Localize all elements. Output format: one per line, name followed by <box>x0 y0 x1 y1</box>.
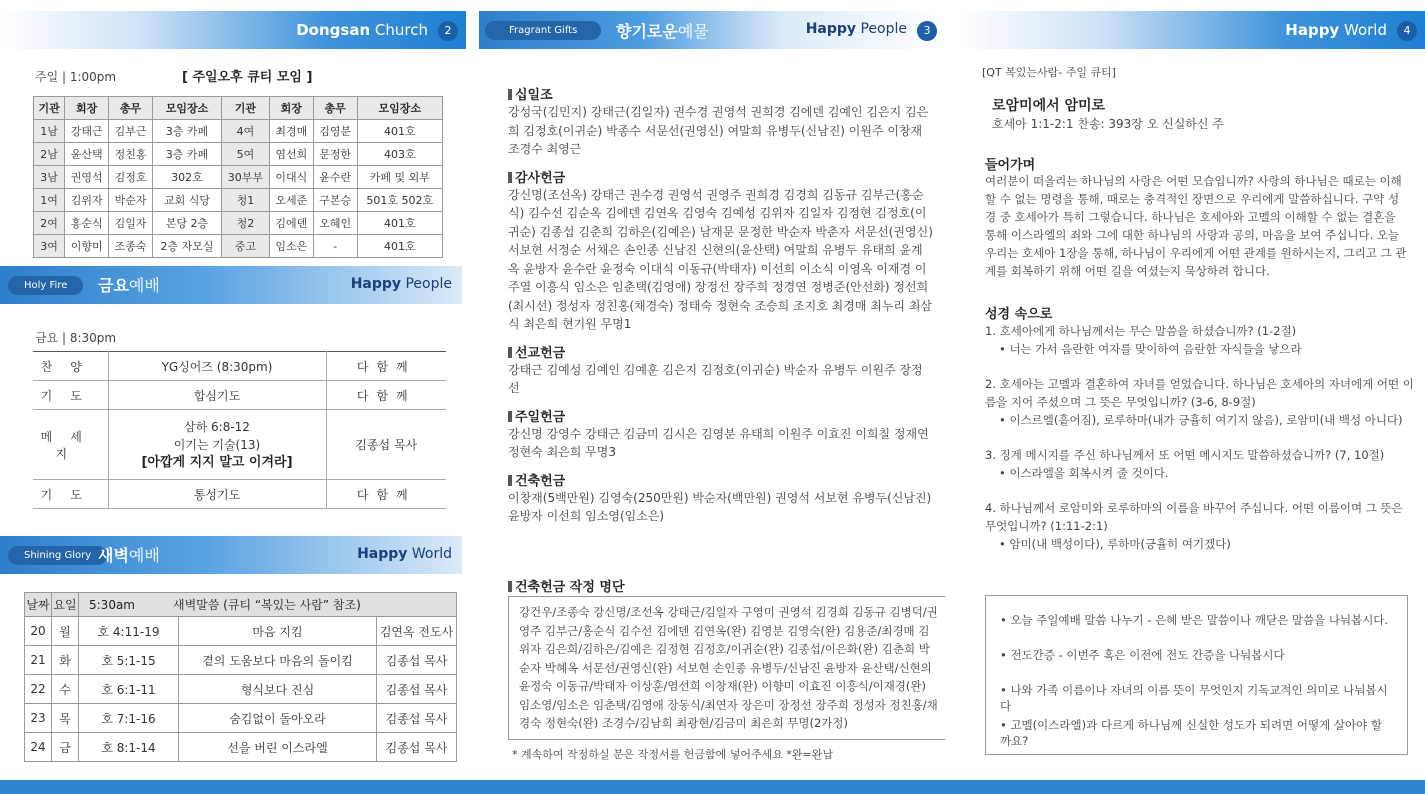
table-cell: 청2 <box>221 212 269 235</box>
table-cell: 3층 카페 <box>152 120 221 143</box>
friday-section-header <box>0 266 462 304</box>
header-cell: 모임장소 <box>357 97 442 120</box>
table-cell: 이향미 <box>65 235 109 258</box>
sharing-item: • 고멜(이스라엘)과 다르게 하나님께 신실한 성도가 되려면 어떻게 살아야 할까요? <box>1000 718 1382 748</box>
header-cell: 모임장소 <box>152 97 221 120</box>
table-row <box>34 143 443 166</box>
question: 2. 호세아는 고멜과 결혼하여 자녀를 얻었습니다. 하나님은 호세아의 자녀에게 어떤 이름을 지어 주셨으며 그 뜻은 무엇입니까? (3-6, 8-9절) <box>985 377 1414 409</box>
table-cell: 카페 및 외부 <box>357 166 442 189</box>
table-cell: 문정한 <box>313 143 357 166</box>
order-content: YG싱어즈 (8:30pm) <box>108 352 326 381</box>
table-cell: 박순자 <box>109 189 153 212</box>
offering-section-title: 감사헌금 <box>508 167 933 186</box>
sharing-box <box>985 595 1408 755</box>
table-cell: 3여 <box>34 235 65 258</box>
table-header-row <box>25 593 457 617</box>
question: 4. 하나님께서 로암미와 로루하마의 이름을 바꾸어 주십니다. 어떤 이름이며 그 뜻은 무엇입니까? (1:11-2:1) <box>985 501 1403 533</box>
table-cell: 숨김없이 돌아오라 <box>179 704 377 733</box>
table-cell: 2남 <box>34 143 65 166</box>
section-tag: Fragrant Gifts <box>485 21 601 40</box>
bottom-bar <box>0 780 1425 794</box>
table-cell: 김연옥 전도사 <box>377 617 457 646</box>
table-cell: 20 <box>25 617 52 646</box>
table-row <box>25 733 457 762</box>
table-cell: 임소은 <box>269 235 313 258</box>
table-cell: 호 4:11-19 <box>79 617 179 646</box>
pledge-title: 건축헌금 작정 명단 <box>508 576 625 595</box>
header-cell: 총무 <box>109 97 153 120</box>
page-gutter <box>945 0 958 794</box>
qt-time: 주일 | 1:00pm <box>35 70 117 84</box>
table-cell: 호 8:1-14 <box>79 733 179 762</box>
header-cell: 총무 <box>313 97 357 120</box>
table-cell: 김종섭 목사 <box>377 675 457 704</box>
table-cell: 최경매 <box>269 120 313 143</box>
table-row <box>33 410 446 480</box>
dawn-section-header <box>0 536 462 574</box>
order-label: 메세지 <box>33 410 108 480</box>
qt-title: 로암미에서 암미로 <box>992 98 1106 114</box>
page-header <box>479 11 945 49</box>
table-cell: 3남 <box>34 166 65 189</box>
table-cell: 홍순식 <box>65 212 109 235</box>
table-cell: 형식보다 진심 <box>179 675 377 704</box>
page-number: 2 <box>438 21 458 41</box>
header-cell: 회장 <box>269 97 313 120</box>
order-content: 통성기도 <box>108 480 326 509</box>
table-cell: 선을 버린 이스라엘 <box>179 733 377 762</box>
friday-time: 금요 | 8:30pm <box>35 331 117 345</box>
table-cell: 구본승 <box>313 189 357 212</box>
header-cell: 요일 <box>52 593 79 617</box>
header-cell: 날짜 <box>25 593 52 617</box>
order-label: 기도 <box>33 381 108 410</box>
table-cell: 청1 <box>221 189 269 212</box>
offering-names: 강신명(조선옥) 강태근 권수경 권영석 권영주 권희경 김경희 김동규 김부근(홍순식) 김수선 김순옥 김에덴 김연옥 김영숙 김예성 김위자 김일자 김정현 김정호(이귀순) 김종섭 김춘희 김하은(김예은) 남재문 문정한 박순자 박춘자 서문선(권영신) 서보현 서정순 서채은 손인종 신남진 신현의(윤산택) 여말희 유병두 유태희 윤계옥 윤방자 윤수란 윤정숙 이대식 이동규(박태자) 이선희 이소식 이영옥 이재경 이주열 이흥식 임소은 임춘택(김영애) 장정선 장주희 정경연 정병준(안선화) 정선희(최시선) 정성자 정친홍(채경숙) 정태숙 정현숙 조승희 조지호 최경매 최누리 최삼식 최은희 현기원 무명1 <box>508 187 933 331</box>
sharing-item: • 오늘 주일예배 말씀 나누기 - 은혜 받은 말씀이나 깨닫은 말씀을 나눠봅시다. <box>1000 613 1389 627</box>
table-row <box>25 675 457 704</box>
header-cell: 5:30am 새벽말씀 (큐티 “복있는 사람” 참조) <box>79 593 457 617</box>
page-number: 3 <box>917 21 937 41</box>
header-right-title: Happy People <box>805 21 907 37</box>
table-cell: 오혜인 <box>313 212 357 235</box>
table-cell: 강태근 <box>65 120 109 143</box>
table-cell: 교회 식당 <box>152 189 221 212</box>
header-title: Dongsan Church <box>296 21 428 39</box>
table-cell: 염선희 <box>269 143 313 166</box>
table-cell: 금 <box>52 733 79 762</box>
offering-section-title: 선교헌금 <box>508 342 933 361</box>
table-cell: 본당 2층 <box>152 212 221 235</box>
answer: • 암미(내 백성이다), 루하마(긍휼히 여기겠다) <box>999 537 1231 551</box>
table-cell: 302호 <box>152 166 221 189</box>
dawn-right-title: Happy World <box>357 546 452 562</box>
header-title: Happy World <box>1285 21 1387 39</box>
offering-names: 강신명 강영수 강태근 김금미 김시은 김영분 유태희 이원주 이효진 이희칠 정재연 정현숙 최은희 무명3 <box>508 426 929 459</box>
table-cell: 정친홍 <box>109 143 153 166</box>
table-cell: 2층 자모실 <box>152 235 221 258</box>
page-4 <box>958 0 1425 794</box>
table-cell: 22 <box>25 675 52 704</box>
order-content: 합심기도 <box>108 381 326 410</box>
table-cell: 김영분 <box>313 120 357 143</box>
order-label: 기도 <box>33 480 108 509</box>
dawn-tag: Shining Glory <box>8 546 107 565</box>
table-cell: 401호 <box>357 235 442 258</box>
bible-title: 성경 속으로 <box>985 307 1053 322</box>
offering-names: 강태근 김예성 김예인 김예훈 김은지 김정호(이귀순) 박순자 유병두 이원주 장정선 <box>508 362 923 395</box>
offering-section-title: 건축헌금 <box>508 470 933 489</box>
table-cell: 24 <box>25 733 52 762</box>
table-cell: 5여 <box>221 143 269 166</box>
question-list <box>985 322 1415 553</box>
answer: • 너는 가서 음란한 여자를 맞이하여 음란한 자식들을 낳으라 <box>999 342 1302 356</box>
order-label: 찬양 <box>33 352 108 381</box>
table-cell: 김종섭 목사 <box>377 646 457 675</box>
friday-service-table <box>33 351 446 509</box>
table-cell: 호 5:1-15 <box>79 646 179 675</box>
section-title: 향기로운예물 <box>616 22 709 41</box>
table-cell: 1남 <box>34 120 65 143</box>
table-cell: 401호 <box>357 120 442 143</box>
answer: • 이스르엘(흩어짐), 로루하마(내가 긍휼히 여기지 않음), 로암미(내 백성 아니다) <box>999 413 1403 427</box>
table-row <box>34 189 443 212</box>
table-cell: - <box>313 235 357 258</box>
offering-section-title: 주일헌금 <box>508 406 933 425</box>
table-cell: 23 <box>25 704 52 733</box>
answer: • 이스라엘을 회복시켜 줄 것이다. <box>999 466 1169 480</box>
order-leader: 다함께 <box>326 352 446 381</box>
question: 3. 징계 메시지를 주신 하나님께서 또 어떤 메시지도 말씀하셨습니까? (7, 10절) <box>985 448 1385 462</box>
table-cell: 수 <box>52 675 79 704</box>
table-cell: 김에덴 <box>269 212 313 235</box>
table-cell: 오세준 <box>269 189 313 212</box>
table-cell: 권영석 <box>65 166 109 189</box>
table-cell: 마음 지킴 <box>179 617 377 646</box>
table-cell: 403호 <box>357 143 442 166</box>
table-row <box>33 352 446 381</box>
qt-title: [ 주일오후 큐티 모임 ] <box>182 70 313 85</box>
table-cell: 중고 <box>221 235 269 258</box>
table-row <box>34 235 443 258</box>
table-header-row <box>34 97 443 120</box>
table-cell: 김종섭 목사 <box>377 733 457 762</box>
dawn-title: 새벽예배 <box>98 546 160 565</box>
friday-tag: Holy Fire <box>8 276 83 295</box>
table-row <box>33 480 446 509</box>
sermon-subtitle: 이기는 기술(13) <box>173 437 261 452</box>
table-cell: 윤산택 <box>65 143 109 166</box>
header-cell: 기관 <box>34 97 65 120</box>
page-number: 4 <box>1397 21 1417 41</box>
order-content <box>108 410 326 480</box>
page-2 <box>0 0 466 794</box>
table-row <box>25 646 457 675</box>
page-header <box>0 11 466 49</box>
table-cell: 월 <box>52 617 79 646</box>
table-cell: 2여 <box>34 212 65 235</box>
page-gutter <box>466 0 479 794</box>
table-cell: 목 <box>52 704 79 733</box>
table-row <box>34 120 443 143</box>
table-cell: 3층 카페 <box>152 143 221 166</box>
table-cell: 이대식 <box>269 166 313 189</box>
table-row <box>25 617 457 646</box>
table-cell: 김정호 <box>109 166 153 189</box>
table-row <box>34 166 443 189</box>
offering-list <box>508 76 933 526</box>
question: 1. 호세아에게 하나님께서는 무슨 말씀을 하셨습니까? (1-2절) <box>985 324 1297 338</box>
pledge-list: 강건우/조종숙 강신명/조선옥 강태근/김일자 구영미 권영석 김경희 김동규 김병덕/권영주 김부근/홍순식 김수선 김에덴 김연옥(완) 김영분 김영숙(완) 김용준/최경매 김위자 김은희/김하은/김예은 김정현 김정호/이귀순(완) 김종섭/이은화(완) 김춘희 박순자 박혜옥 서문선/권영신(완) 서보현 손인종 유병두/신남진 윤방자 윤산택/신현의 윤정숙 이동규/박태자 이상훈/염선희 이창재(완) 이향미 이효진 이흥식/이재경(완) 임소영/임소은 임춘택/김영애 장동식/최연자 장은미 장정선 장주희 정성자 정친홍/채경숙 정현숙(완) 조경수/김남희 최광현/김금미 최은희 무명(2가정) <box>508 596 945 740</box>
table-cell: 김부근 <box>109 120 153 143</box>
table-cell: 김종섭 목사 <box>377 704 457 733</box>
pledge-note: * 계속하여 작정하실 분은 작정서를 헌금함에 넣어주세요 *완=완납 <box>512 748 833 761</box>
order-leader: 김종섭 목사 <box>326 410 446 480</box>
table-cell: 4여 <box>221 120 269 143</box>
page-3 <box>479 0 945 794</box>
table-cell: 호 7:1-16 <box>79 704 179 733</box>
table-cell: 곁의 도움보다 마음의 돌이킴 <box>179 646 377 675</box>
intro-body: 여러분이 떠올리는 하나님의 사랑은 어떤 모습입니까? 사랑의 하나님은 때로는 이해할 수 없는 명령을 통해, 때로는 충격적인 장면으로 우리에게 말씀하십니다. 구약 성경 중 호세아가 특히 그렇습니다. 하나님은 호세아와 고멜의 이해할 수 없는 결혼을 통해 이스라엘의 죄와 그에 대한 하나님의 사랑과 공의, 마음을 보여 주십니다. 오늘 우리는 호세아 1장을 통해, 하나님이 우리에게 어떤 관계를 원하시는지, 그리고 그 관계를 회복하기 위해 어떤 길을 여셨는지 묵상하려 합니다. <box>985 174 1407 278</box>
table-cell: 김일자 <box>109 212 153 235</box>
table-cell: 호 6:1-11 <box>79 675 179 704</box>
table-cell: 21 <box>25 646 52 675</box>
table-cell: 30부부 <box>221 166 269 189</box>
header-cell: 기관 <box>221 97 269 120</box>
qt-group-table <box>33 96 443 258</box>
table-cell: 화 <box>52 646 79 675</box>
order-leader: 다함께 <box>326 480 446 509</box>
table-cell: 조종숙 <box>109 235 153 258</box>
table-cell: 401호 <box>357 212 442 235</box>
header-cell: 회장 <box>65 97 109 120</box>
qt-passage: 호세아 1:1-2:1 찬송: 393장 오 신실하신 주 <box>992 117 1224 131</box>
offering-names: 이창재(5백만원) 김영숙(250만원) 박순자(백만원) 권영석 서보현 유병두(신남진) 윤방자 이선희 임소영(임소은) <box>508 490 932 523</box>
table-row <box>25 704 457 733</box>
table-row <box>33 381 446 410</box>
table-cell: 윤수란 <box>313 166 357 189</box>
table-cell: 501호 502호 <box>357 189 442 212</box>
sermon-title: [아깝게 지지 말고 이겨라] <box>141 454 293 470</box>
order-leader: 다함께 <box>326 381 446 410</box>
page-header <box>958 11 1425 49</box>
dawn-service-table <box>24 592 457 762</box>
friday-right-title: Happy People <box>350 276 452 292</box>
intro-title: 들어가며 <box>985 158 1036 173</box>
sharing-item: • 나와 가족 이름이나 자녀의 이름 뜻이 무엇인지 기독교적인 의미로 나눠봅시다 <box>1000 683 1388 713</box>
offering-names: 강성국(김민지) 강태근(김일자) 권수경 권영석 권희경 김에덴 김예인 김은지 김은희 김정호(이귀순) 박종수 서문선(권영신) 여말희 유병두(신남진) 이원주 이창재 조경수 최영근 <box>508 105 929 156</box>
table-cell: 1여 <box>34 189 65 212</box>
table-row <box>34 212 443 235</box>
table-cell: 김위자 <box>65 189 109 212</box>
sharing-item: • 전도간증 - 이번주 혹은 이전에 전도 간증을 나눠봅시다 <box>1000 648 1285 662</box>
sermon-passage: 삼하 6:8-12 <box>184 419 250 434</box>
offering-section-title: 십일조 <box>508 84 933 103</box>
qt-tag: [QT 복있는사람- 주일 큐티] <box>982 66 1117 79</box>
friday-title: 금요예배 <box>98 276 160 295</box>
